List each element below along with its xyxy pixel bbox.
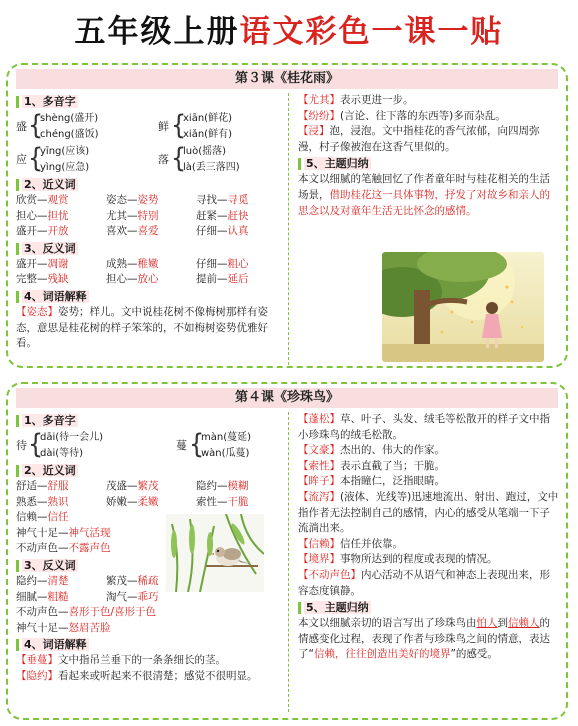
polyphone-pair: 盛 { shèng(盛开) chéng(盛饭) 鲜 { xiān(鲜花) xiǎn(鲜有) [16, 109, 232, 141]
section-synonyms: 2、近义词 [16, 464, 284, 478]
lesson-4-card [6, 382, 568, 720]
synonym-row: 神气十足—神气活现 [16, 526, 111, 539]
lesson-4-divider [288, 412, 289, 712]
theme-text: 本文以细腻的笔触回忆了作者童年时与桂花相关的生活场景，借助桂花这一具体事物，抒发了对故乡和亲人的思念以及对童年生活无比怀念的感情。 [298, 173, 550, 217]
explanation-jin: 【浸】泡，浸泡。文中指桂花的香气浓郁，向四周弥漫，村子像被泡在这香气里似的。 [298, 125, 540, 153]
explanation-xinlai: 【信赖】信任并依靠。 [298, 537, 403, 550]
page-title [0, 6, 578, 51]
title-black-part: 五年级上册 [74, 14, 240, 50]
lesson-3-right [298, 93, 560, 219]
lesson-3-divider [288, 93, 289, 365]
synonym-row: 舒适—舒服 茂盛—繁茂 隐约—模糊 [16, 480, 249, 492]
section-antonyms: 3、反义词 [16, 559, 284, 573]
synonym-row: 不动声色—不露声色 [16, 542, 111, 555]
section-antonyms: 3、反义词 [16, 242, 284, 256]
explanation-zitai: 【姿态】姿势；样儿。文中说桂花树不像梅树那样有姿态，意思是桂花树的样子笨笨的，不如梅树姿势优雅好看。 [16, 305, 268, 350]
explanation-wenhao: 【文豪】杰出的、伟大的作家。 [298, 444, 445, 457]
synonym-row: 熟悉—熟识 娇嫩—柔嫩 索性—干脆 [16, 495, 249, 508]
section-synonyms: 2、近义词 [16, 178, 284, 192]
osmanthus-girl-illustration [382, 252, 544, 362]
lesson-4-right [298, 412, 560, 663]
antonym-row: 完整—残缺 担心—放心 提前—延后 [16, 273, 249, 286]
explanation-chuiman: 【垂蔓】文中指吊兰垂下的一条条细长的茎。 [16, 654, 226, 667]
lesson-3-header: 第３课《桂花雨》 [16, 69, 558, 89]
explanation-pengsong: 【蓬松】草、叶子、头发、绒毛等松散开的样子文中指小珍珠鸟的绒毛松散。 [298, 413, 550, 441]
explanation-fenfen: 【纷纷】(言论、往下落的东西等)多而杂乱。 [298, 109, 506, 122]
synonym-row: 欣赏—观赏 姿态—姿势 寻找—寻觅 [16, 194, 249, 206]
explanation-mouzi: 【眸子】本指瞳仁，泛指眼睛。 [298, 475, 445, 488]
brace-icon: { [28, 428, 44, 460]
brace-icon: { [28, 142, 44, 174]
antonym-row: 隐约—清楚 繁茂—稀疏 [16, 574, 159, 587]
section-theme: 5、主题归纳 [298, 157, 560, 171]
explanation-liuxie: 【流泻】(液体、光线等)迅速地流出、射出、跑过，文中指作者无法控制自己的感情，内心的感受从笔端一下子流淌出来。 [298, 490, 559, 535]
polyphone-pair: 待 { dāi(待一会儿) dài(等待) 蔓 { màn(蔓延) wàn(瓜蔓) [16, 428, 252, 460]
brace-icon: { [171, 109, 187, 141]
section-word-explanation: 4、词语解释 [16, 290, 284, 304]
brace-icon: { [28, 109, 44, 141]
pearl-bird-illustration [166, 514, 264, 592]
section-polyphone: 1、多音字 [16, 414, 284, 428]
explanation-youqi: 【尤其】表示更进一步。 [298, 94, 414, 106]
explanation-yinyue: 【隐约】看起来或听起来不很清楚；感觉不很明显。 [16, 669, 258, 682]
title-red-part: 语文彩色一课一贴 [239, 14, 504, 50]
explanation-jingjie: 【境界】事物所达到的程度或表现的情况。 [298, 553, 498, 566]
theme-text: 本文以细腻亲切的语言写出了珍珠鸟由怕人到信赖人的情感变化过程，表现了作者与珍珠鸟之间的情意，表达了“信赖，往往创造出美好的境界”的感受。 [298, 617, 550, 661]
polyphone-pair: 应 { yīng(应该) yìng(应急) 落 { luò(摇落) là(丢三落四) [16, 142, 240, 174]
synonym-row: 盛开—开放 喜欢—喜爱 仔细—认真 [16, 225, 249, 238]
antonym-row: 不动声色—喜形于色/喜形于色 [16, 606, 157, 619]
section-polyphone: 1、多音字 [16, 95, 284, 109]
section-theme: 5、主题归纳 [298, 601, 560, 615]
lesson-4-header: 第４课《珍珠鸟》 [16, 388, 558, 408]
brace-icon: { [171, 142, 187, 174]
explanation-suoxing: 【索性】表示直截了当；干脆。 [298, 459, 445, 472]
synonym-row: 担心—担忧 尤其—特别 赶紧—赶快 [16, 209, 249, 222]
explanation-budongshengse: 【不动声色】内心活动不从语气和神态上表现出来，形容态度镇静。 [298, 568, 550, 597]
synonym-row: 信赖—信任 [16, 511, 69, 524]
antonym-row: 盛开—凋谢 成熟—稚嫩 仔细—粗心 [16, 257, 249, 270]
section-word-explanation: 4、词语解释 [16, 638, 284, 652]
antonym-row: 神气十足—怒眉苦脸 [16, 621, 111, 634]
lesson-3-left [16, 93, 284, 352]
brace-icon: { [189, 428, 205, 460]
antonym-row: 细腻—粗糙 淘气—乖巧 [16, 590, 159, 603]
